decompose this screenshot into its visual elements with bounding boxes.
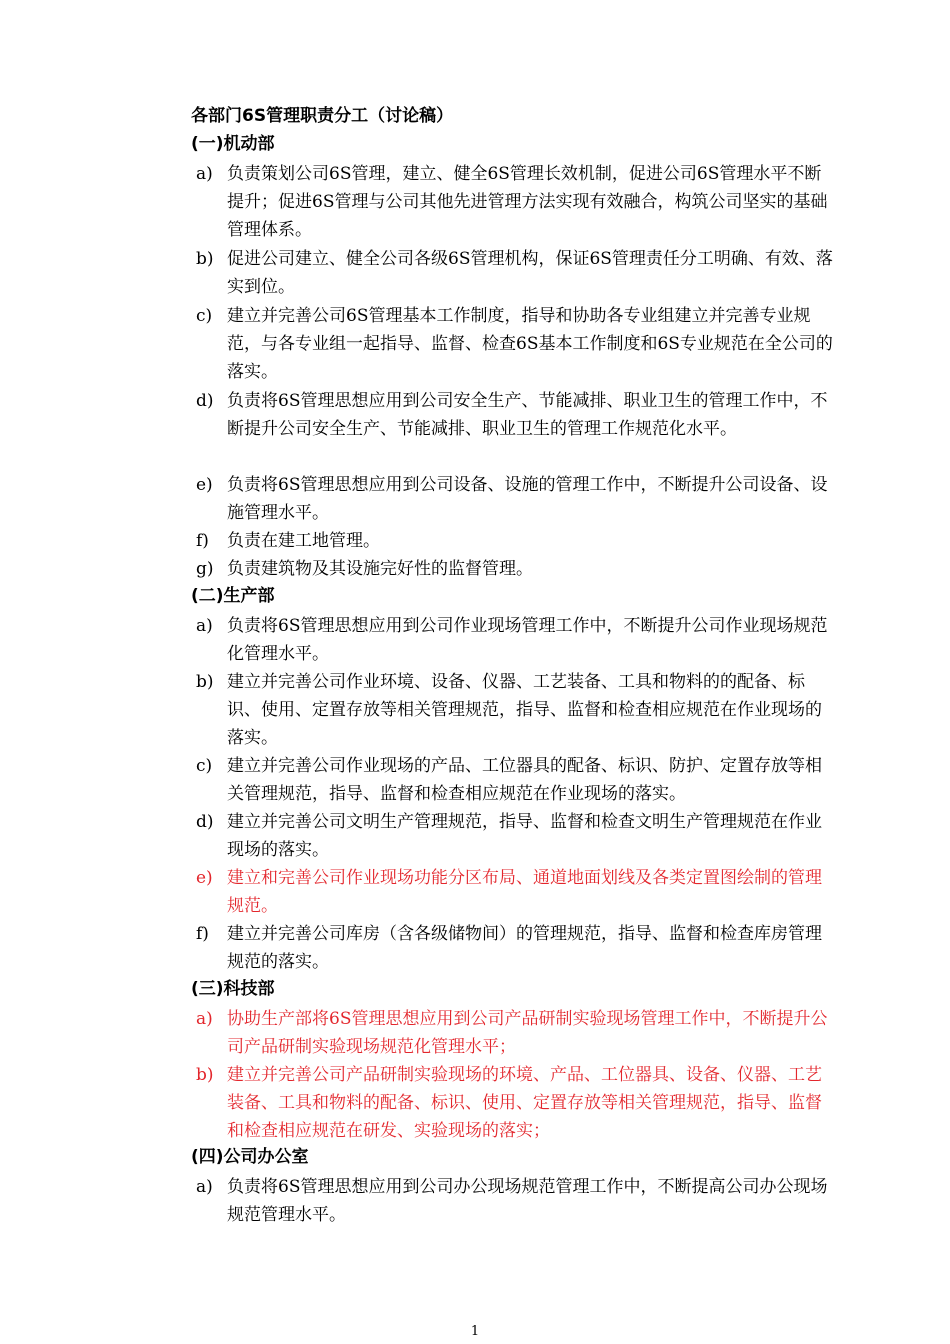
document-title: 各部门6S管理职责分工（讨论稿） bbox=[191, 106, 454, 126]
list-item bbox=[196, 245, 836, 301]
list-item bbox=[196, 1173, 836, 1229]
item-text: 建立并完善公司作业现场的产品、工位器具的配备、标识、防护、定置存放等相关管理规范，指导、监督和检查相应规范在作业现场的落实。 bbox=[227, 756, 822, 804]
item-marker: b) bbox=[196, 1065, 214, 1085]
item-text: 负责将6S管理思想应用到公司设备、设施的管理工作中，不断提升公司设备、设施管理水平。 bbox=[227, 475, 828, 523]
item-marker: a) bbox=[196, 1177, 213, 1197]
list-item bbox=[196, 555, 836, 583]
list-item bbox=[196, 302, 836, 386]
page-number: 1 bbox=[470, 1324, 480, 1339]
list-item bbox=[196, 668, 836, 752]
item-text: 建立并完善公司作业环境、设备、仪器、工艺装备、工具和物料的的配备、标识、使用、定置存放等相关管理规范，指导、监督和检查相应规范在作业现场的落实。 bbox=[227, 672, 822, 748]
item-marker: a) bbox=[196, 164, 213, 184]
list-item bbox=[196, 471, 836, 527]
item-marker: g) bbox=[196, 559, 214, 579]
item-marker: b) bbox=[196, 672, 214, 692]
item-marker: c) bbox=[196, 306, 213, 326]
section-heading: (三)科技部 bbox=[191, 979, 275, 999]
item-text: 负责将6S管理思想应用到公司办公现场规范管理工作中，不断提高公司办公现场规范管理水平。 bbox=[227, 1177, 828, 1225]
item-marker: b) bbox=[196, 249, 214, 269]
item-text: 协助生产部将6S管理思想应用到公司产品研制实验现场管理工作中，不断提升公司产品研制实验现场规范化管理水平； bbox=[227, 1009, 828, 1057]
item-text: 建立并完善公司库房（含各级储物间）的管理规范，指导、监督和检查库房管理规范的落实。 bbox=[227, 924, 822, 972]
item-text: 建立并完善公司产品研制实验现场的环境、产品、工位器具、设备、仪器、工艺装备、工具和物料的配备、标识、使用、定置存放等相关管理规范，指导、监督和检查相应规范在研发、实验现场的落实； bbox=[227, 1065, 822, 1141]
list-item-highlighted bbox=[196, 1061, 836, 1145]
item-text: 负责将6S管理思想应用到公司作业现场管理工作中，不断提升公司作业现场规范化管理水平。 bbox=[227, 616, 828, 664]
list-item bbox=[196, 160, 836, 244]
item-marker: e) bbox=[196, 868, 213, 888]
item-text: 负责在建工地管理。 bbox=[227, 531, 380, 551]
item-marker: a) bbox=[196, 616, 213, 636]
list-item bbox=[196, 612, 836, 668]
list-item bbox=[196, 808, 836, 864]
item-text: 建立并完善公司6S管理基本工作制度，指导和协助各专业组建立并完善专业规范，与各专业组一起指导、监督、检查6S基本工作制度和6S专业规范在全公司的落实。 bbox=[227, 306, 833, 382]
item-text: 负责策划公司6S管理，建立、健全6S管理长效机制，促进公司6S管理水平不断提升；促进6S管理与公司其他先进管理方法实现有效融合，构筑公司坚实的基础管理体系。 bbox=[227, 164, 828, 240]
section-heading: (一)机动部 bbox=[191, 134, 275, 154]
item-text: 负责建筑物及其设施完好性的监督管理。 bbox=[227, 559, 533, 579]
item-text: 负责将6S管理思想应用到公司安全生产、节能减排、职业卫生的管理工作中，不断提升公司安全生产、节能减排、职业卫生的管理工作规范化水平。 bbox=[227, 391, 828, 439]
list-item-highlighted bbox=[196, 1005, 836, 1061]
section-heading: (二)生产部 bbox=[191, 586, 275, 606]
list-item bbox=[196, 920, 836, 976]
list-item bbox=[196, 527, 836, 555]
item-marker: f) bbox=[196, 531, 209, 551]
item-text: 建立并完善公司文明生产管理规范，指导、监督和检查文明生产管理规范在作业现场的落实。 bbox=[227, 812, 822, 860]
list-item bbox=[196, 387, 836, 443]
list-item-highlighted bbox=[196, 864, 836, 920]
item-marker: e) bbox=[196, 475, 213, 495]
item-marker: d) bbox=[196, 812, 214, 832]
item-text: 建立和完善公司作业现场功能分区布局、通道地面划线及各类定置图绘制的管理规范。 bbox=[227, 868, 822, 916]
item-marker: a) bbox=[196, 1009, 213, 1029]
item-text: 促进公司建立、健全公司各级6S管理机构，保证6S管理责任分工明确、有效、落实到位。 bbox=[227, 249, 833, 297]
item-marker: f) bbox=[196, 924, 209, 944]
section-heading: (四)公司办公室 bbox=[191, 1147, 309, 1167]
list-item bbox=[196, 752, 836, 808]
item-marker: d) bbox=[196, 391, 214, 411]
item-marker: c) bbox=[196, 756, 213, 776]
